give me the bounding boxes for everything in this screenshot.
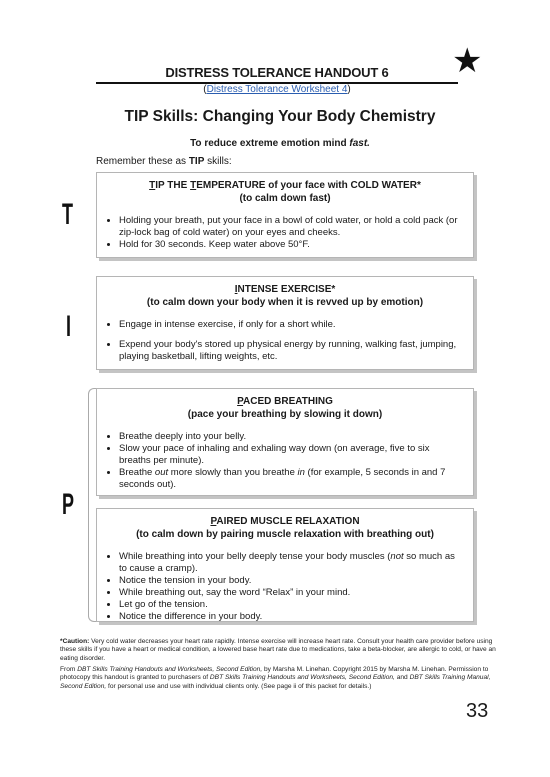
tip-temperature-subheading: (to calm down fast) (239, 193, 331, 204)
book-title: DBT Skills Training Manual, Second Edition, (60, 674, 491, 690)
intense-exercise-box (96, 276, 474, 370)
heading-initial-p: P (237, 396, 244, 407)
goal-text: To reduce extreme emotion mind (190, 138, 350, 149)
heading-part-2: EMPERATURE of your face with COLD WATER* (196, 180, 421, 191)
intense-exercise-list (97, 319, 473, 363)
list-item: • Slow your pace of inhaling and exhaling way down (on average, five to six breaths per minute). (119, 443, 463, 467)
heading-part-1: IP THE (155, 180, 191, 191)
text-run: more slowly than you breathe (168, 467, 298, 478)
text-run: and (394, 674, 410, 682)
paced-breathing-list (97, 431, 473, 491)
page-title: TIP Skills: Changing Your Body Chemistry (124, 108, 436, 125)
text-run: (for example, 5 seconds in and 7 seconds out). (119, 467, 446, 490)
worksheet-reference (96, 84, 458, 95)
text-run: by Marsha M. Linehan. Copyright 2015 by Marsha M. Linehan. Permission to photocopy this handout is granted to purchasers of (60, 666, 489, 682)
book-title: DBT Skills Training Handouts and Worksheets, Second Edition, (209, 674, 395, 682)
text-run: From (60, 666, 78, 673)
worksheet-link[interactable]: Distress Tolerance Worksheet 4 (206, 84, 348, 95)
heading-rest: AIRED MUSCLE RELAXATION (216, 516, 360, 527)
remember-prefix: Remember these as (96, 156, 189, 167)
text-run: While breathing into your belly deeply tense your body muscles ( (119, 551, 391, 562)
list-item: • Hold for 30 seconds. Keep water above 50°F. (119, 239, 463, 251)
list-item: • Holding your breath, put your face in a bowl of cold water, or hold a cold pack (or zip-lock bag of cold water) on your eyes and cheeks. (119, 215, 463, 239)
list-item (119, 467, 463, 491)
intense-exercise-subheading: (to calm down your body when it is revved up by emotion) (146, 297, 424, 308)
star-icon: ★ (452, 42, 483, 80)
paced-breathing-box (96, 388, 474, 496)
tip-temperature-heading (97, 179, 473, 192)
letter-p: P (62, 488, 75, 521)
remember-suffix: skills: (204, 156, 232, 167)
paired-relaxation-heading (97, 515, 473, 528)
text-run: so much as to cause a cramp). (119, 551, 455, 574)
heading-rest: NTENSE EXERCISE* (237, 284, 336, 295)
emphasis-out: out (154, 467, 169, 478)
paired-relaxation-box (96, 508, 474, 622)
list-item: • Expend your body's stored up physical energy by running, walking fast, jumping, playing basketball, lifting weights, etc. (119, 339, 463, 363)
letter-t: T (62, 198, 73, 231)
goal-emphasis: fast. (349, 138, 370, 149)
paren-close: ) (347, 84, 351, 95)
tip-temperature-list (97, 215, 473, 251)
copyright-footnote (60, 666, 502, 691)
handout-title: DISTRESS TOLERANCE HANDOUT 6 (165, 65, 389, 80)
remember-line (96, 156, 232, 167)
tip-temperature-box (96, 172, 474, 258)
paced-breathing-subheading: (pace your breathing by slowing it down) (187, 409, 383, 420)
paired-relaxation-list (97, 551, 473, 623)
caution-footnote (60, 638, 502, 663)
goal-line (60, 138, 500, 149)
emphasis-in: in (297, 467, 305, 478)
heading-initial-t1: T (149, 180, 156, 191)
list-item (119, 551, 463, 575)
list-item: • While breathing out, say the word “Relax” in your mind. (119, 587, 463, 599)
list-item: • Notice the difference in your body. (119, 611, 463, 623)
heading-initial-t2: T (190, 180, 197, 191)
list-item: • Let go of the tension. (119, 599, 463, 611)
heading-rest: ACED BREATHING (243, 396, 333, 407)
list-item: • Engage in intense exercise, if only for a short while. (119, 319, 463, 331)
intense-exercise-heading (97, 283, 473, 296)
list-item: • Notice the tension in your body. (119, 575, 463, 587)
list-item: • Breathe deeply into your belly. (119, 431, 463, 443)
emphasis-not: not (390, 551, 404, 562)
paired-relaxation-subheading: (to calm down by pairing muscle relaxation with breathing out) (136, 529, 434, 540)
text-run: for personal use and use with individual clients only. (See page ii of this packet for details.) (106, 682, 372, 690)
paren-open: ( (203, 84, 207, 95)
letter-i: I (66, 310, 72, 343)
text-run: Breathe (119, 467, 155, 478)
heading-initial-p: P (210, 516, 217, 527)
page-number: 33 (466, 700, 489, 722)
book-title: DBT Skills Training Handouts and Worksheets, Second Edition, (77, 666, 263, 673)
heading-initial-i: I (234, 284, 238, 295)
caution-label: *Caution: (60, 638, 90, 645)
remember-tip: TIP (188, 156, 205, 167)
paced-breathing-heading (97, 395, 473, 408)
caution-text: Very cold water decreases your heart rate rapidly. Intense exercise will increase heart rate. Consult your health care provider before using these skills if you have a heart or medical condition, a lowered base heart rate due to medications, take a beta-blocker, are allergic to cold, or have an eating disorder. (60, 638, 496, 662)
